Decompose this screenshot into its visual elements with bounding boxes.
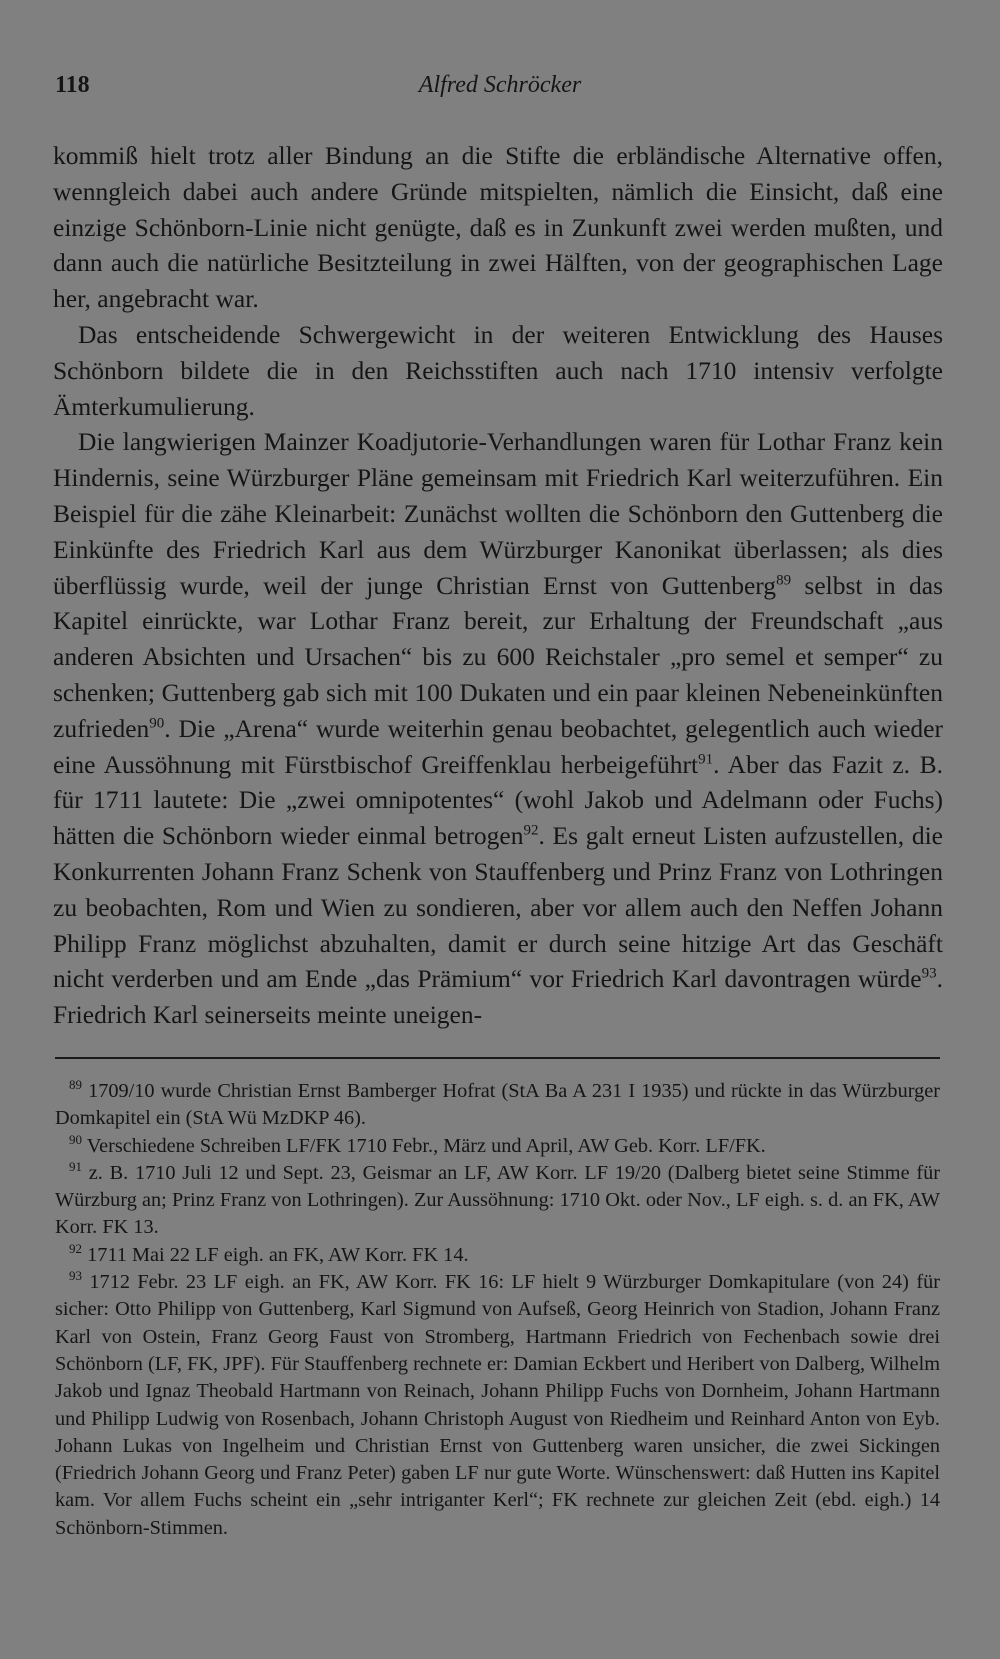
running-head: Alfred Schröcker	[418, 72, 582, 98]
footnote-ref-90: 90	[149, 715, 165, 732]
footnote-text: 1711 Mai 22 LF eigh. an FK, AW Korr. FK 14.	[82, 1243, 469, 1266]
paragraph-3-text-6: . Friedrich Karl seinerseits meinte uneigen-	[53, 964, 943, 1030]
footnote-text: z. B. 1710 Juli 12 und Sept. 23, Geismar an LF, AW Korr. LF 19/20 (Dalberg bietet seine Stimme für Würzburg an; Prinz Franz von Lothringen). Zur Aussöhnung: 1710 Okt. oder Nov., LF eigh. s. d. an FK, AW Korr. FK 13.	[55, 1161, 940, 1239]
main-text	[53, 138, 943, 1033]
footnote-ref-93: 93	[921, 965, 937, 982]
paragraph-3-text-1: Die langwierigen Mainzer Koadjutorie-Verhandlungen waren für Lothar Franz kein Hindernis, seine Würzburger Pläne gemeinsam mit Friedrich Karl weiterzuführen. Ein Beispiel für die zähe Kleinarbeit: Zunächst wollten die Schönborn den Guttenberg die Einkünfte des Friedrich Karl aus dem Würzburger Kanonikat überlassen; als dies überflüssig wurde, weil der junge Christian Ernst von Guttenberg	[53, 427, 943, 600]
footnote-number: 90	[69, 1131, 82, 1147]
paragraph-3-text-3: . Die „Arena“ wurde weiterhin genau beobachtet, gelegentlich auch wieder eine Aussöhnung mit Fürstbischof Greiffenklau herbeigeführt	[53, 713, 943, 779]
footnote-number: 93	[69, 1268, 82, 1284]
paragraph-1: kommiß hielt trotz aller Bindung an die Stifte die erbländische Alternative offen, wenngleich dabei auch andere Gründe mitspielten, nämlich die Einsicht, daß eine einzige Schönborn-Linie nicht genügte, daß es in Zunkunft zwei werden mußten, und dann auch die natürliche Besitzteilung in zwei Hälften, von der geographischen Lage her, angebracht war.	[53, 141, 943, 314]
paragraph-3-text-2: selbst in das Kapitel einrückte, war Lothar Franz bereit, zur Erhaltung der Freundschaft „aus anderen Absichten und Ursachen“ bis zu 600 Reichstaler „pro semel et semper“ zu schenken; Guttenberg gab sich mit 100 Dukaten und ein paar kleinen Nebeneinkünften zufrieden	[53, 570, 943, 743]
page-header	[0, 70, 1000, 110]
footnote-91	[55, 1160, 940, 1242]
footnote-ref-91: 91	[698, 751, 714, 768]
footnote-ref-89: 89	[776, 572, 792, 589]
footnote-number: 92	[69, 1241, 82, 1257]
footnote-divider	[55, 1057, 940, 1059]
footnote-number: 91	[69, 1159, 82, 1175]
footnote-text: 1709/10 wurde Christian Ernst Bamberger Hofrat (StA Ba A 231 I 1935) und rückte in das Würzburger Domkapitel ein (StA Wü MzDKP 46).	[55, 1080, 940, 1130]
footnote-number: 89	[69, 1077, 82, 1093]
footnotes	[55, 1078, 940, 1542]
footnote-ref-92: 92	[523, 822, 539, 839]
paragraph-2: Das entscheidende Schwergewicht in der weiteren Entwicklung des Hauses Schönborn bildete die in den Reichsstiften auch nach 1710 intensiv verfolgte Ämterkumulierung.	[53, 319, 943, 421]
footnote-90	[55, 1133, 940, 1160]
page-number: 118	[55, 72, 90, 98]
footnote-92	[55, 1242, 940, 1269]
footnote-text: Verschiedene Schreiben LF/FK 1710 Febr., März und April, AW Geb. Korr. LF/FK.	[82, 1134, 766, 1157]
paragraph-3-text-5: . Es galt erneut Listen aufzustellen, die Konkurrenten Johann Franz Schenk von Stauffenberg und Prinz Franz von Lothringen zu beobachten, Rom und Wien zu sondieren, aber vor allem auch den Neffen Johann Philipp Franz möglichst abzuhalten, damit er durch seine hitzige Art das Geschäft nicht verderben und am Ende „das Prämium“ vor Friedrich Karl davontragen würde	[53, 821, 943, 994]
footnote-text: 1712 Febr. 23 LF eigh. an FK, AW Korr. FK 16: LF hielt 9 Würzburger Domkapitulare (von 24) für sicher: Otto Philipp von Guttenberg, Karl Sigmund von Aufseß, Georg Heinrich von Stadion, Johann Franz Karl von Ostein, Franz Georg Faust von Stromberg, Hartmann Friedrich von Fechenbach sowie drei Schönborn (LF, FK, JPF). Für Stauffenberg rechnete er: Damian Eckbert und Heribert von Dalberg, Wilhelm Jakob und Ignaz Theobald Hartmann von Reinach, Johann Philipp Fuchs von Dornheim, Johann Hartmann und Philipp Ludwig von Rosenbach, Johann Christoph August von Riedheim und Reinhard Anton von Eyb. Johann Lukas von Ingelheim und Christian Ernst von Guttenberg waren unsicher, die zwei Sickingen (Friedrich Johann Georg und Franz Peter) gaben LF nur gute Worte. Wünschenswert: daß Hutten ins Kapitel kam. Vor allem Fuchs scheint ein „sehr intriganter Kerl“; FK rechnete zur gleichen Zeit (ebd. eigh.) 14 Schönborn-Stimmen.	[55, 1271, 940, 1539]
footnote-93	[55, 1269, 940, 1542]
footnote-89	[55, 1078, 940, 1133]
paragraph-3	[53, 424, 943, 1033]
paragraph-3-text-4: . Aber das Fazit z. B. für 1711 lautete: Die „zwei omnipotentes“ (wohl Jakob und Adelmann oder Fuchs) hätten die Schönborn wieder einmal betrogen	[53, 749, 944, 851]
